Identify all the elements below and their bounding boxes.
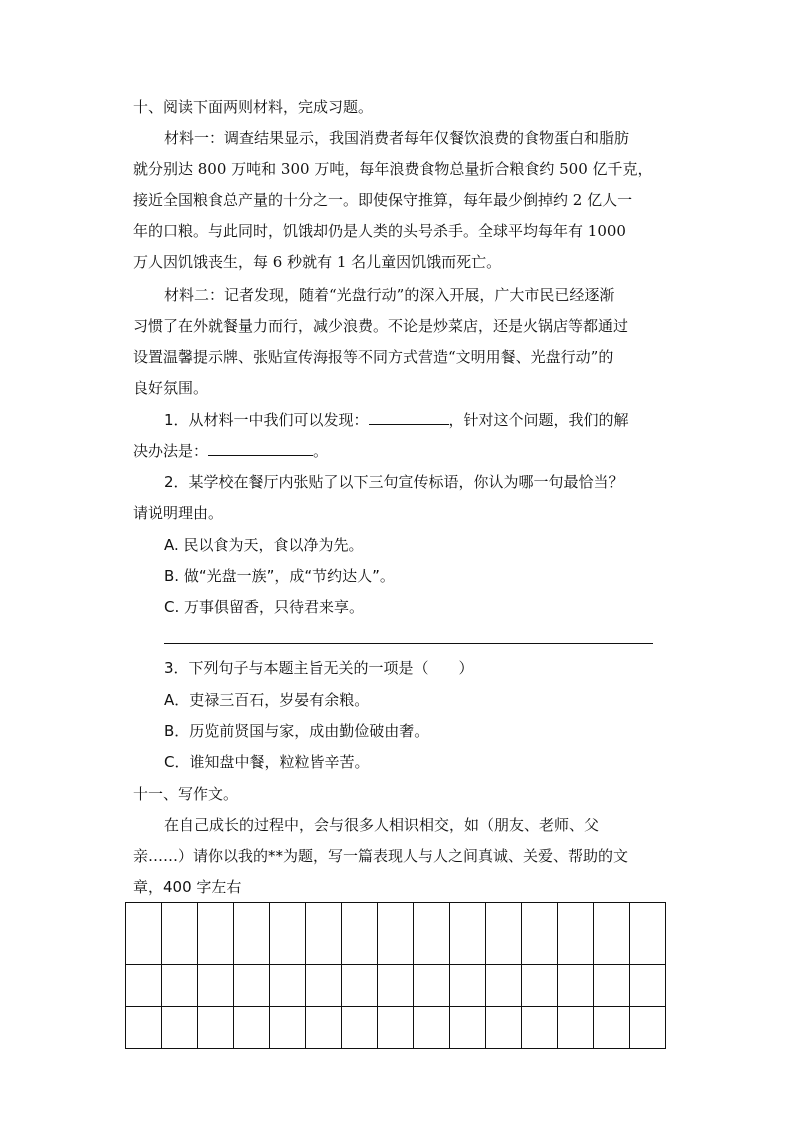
grid-cell[interactable] [414, 1007, 450, 1049]
question-2-option: C. 万事俱留香，只待君来享。 [164, 598, 365, 616]
grid-cell[interactable] [558, 965, 594, 1007]
grid-cell[interactable] [198, 903, 234, 965]
material-2-line: 良好氛围。 [133, 379, 209, 397]
question-3-option: B．历览前贤国与家，成由勤俭破由奢。 [164, 722, 430, 740]
question-3-option: A．吏禄三百石，岁晏有余粮。 [164, 691, 370, 709]
grid-cell[interactable] [270, 1007, 306, 1049]
grid-cell[interactable] [126, 1007, 162, 1049]
question-2-option: B. 做“光盘一族”，成“节约达人”。 [164, 567, 395, 585]
writing-prompt-line: 在自己成长的过程中，会与很多人相识相交，如（朋友、老师、父 [164, 816, 600, 834]
section-10-heading: 十、阅读下面两则材料，完成习题。 [133, 98, 374, 116]
grid-row [126, 1007, 666, 1049]
material-1-line: 万人因饥饿丧生，每 6 秒就有 1 名儿童因饥饿而死亡。 [133, 253, 502, 271]
grid-cell[interactable] [450, 1007, 486, 1049]
grid-cell[interactable] [558, 903, 594, 965]
question-2-option: A. 民以食为天，食以净为先。 [164, 536, 364, 554]
grid-cell[interactable] [342, 1007, 378, 1049]
grid-cell[interactable] [342, 903, 378, 965]
grid-cell[interactable] [558, 1007, 594, 1049]
material-2-line: 习惯了在外就餐量力而行，减少浪费。不论是炒菜店，还是火锅店等都通过 [133, 317, 629, 335]
grid-cell[interactable] [234, 1007, 270, 1049]
grid-cell[interactable] [414, 903, 450, 965]
material-1-line: 材料一：调查结果显示，我国消费者每年仅餐饮浪费的食物蛋白和脂肪 [164, 129, 630, 147]
grid-cell[interactable] [342, 965, 378, 1007]
grid-cell[interactable] [486, 965, 522, 1007]
grid-cell[interactable] [594, 965, 630, 1007]
grid-cell[interactable] [378, 965, 414, 1007]
answer-blank-1[interactable] [369, 410, 449, 425]
composition-grid[interactable] [125, 902, 666, 1049]
material-2-line: 材料二：记者发现，随着“光盘行动”的深入开展，广大市民已经逐渐 [164, 286, 615, 304]
grid-cell[interactable] [306, 1007, 342, 1049]
question-2-stem-cont: 请说明理由。 [133, 504, 224, 522]
grid-cell[interactable] [414, 965, 450, 1007]
question-1-text: 决办法是： [133, 442, 209, 460]
grid-cell[interactable] [126, 965, 162, 1007]
answer-line[interactable] [164, 643, 653, 644]
grid-cell[interactable] [270, 965, 306, 1007]
grid-cell[interactable] [198, 965, 234, 1007]
grid-cell[interactable] [522, 1007, 558, 1049]
material-1-line: 接近全国粮食总产量的十分之一。即使保守推算，每年最少倒掉约 2 亿人一 [133, 191, 633, 209]
grid-cell[interactable] [234, 965, 270, 1007]
grid-cell[interactable] [126, 903, 162, 965]
writing-prompt-line: 章，400 字左右 [133, 878, 242, 896]
grid-cell[interactable] [162, 1007, 198, 1049]
grid-cell[interactable] [486, 903, 522, 965]
grid-cell[interactable] [306, 903, 342, 965]
question-3-stem: 3．下列句子与本题主旨无关的一项是（ ） [164, 659, 474, 677]
question-3-option: C．谁知盘中餐，粒粒皆辛苦。 [164, 753, 370, 771]
grid-cell[interactable] [306, 965, 342, 1007]
material-2-line: 设置温馨提示牌、张贴宣传海报等不同方式营造“文明用餐、光盘行动”的 [133, 348, 614, 366]
grid-cell[interactable] [270, 903, 306, 965]
section-11-heading: 十一、写作文。 [133, 785, 239, 803]
grid-cell[interactable] [630, 1007, 666, 1049]
question-1-end: 。 [313, 442, 329, 460]
grid-row [126, 965, 666, 1007]
question-1-text-cont: ，针对这个问题，我们的解 [448, 411, 629, 429]
grid-cell[interactable] [522, 903, 558, 965]
question-2-stem: 2．某学校在餐厅内张贴了以下三句宣传标语，你认为哪一句最恰当？ [164, 473, 624, 491]
question-1-text: 1．从材料一中我们可以发现： [164, 411, 369, 429]
grid-cell[interactable] [162, 903, 198, 965]
material-1-line: 年的口粮。与此同时，饥饿却仍是人类的头号杀手。全球平均每年有 1000 [133, 222, 626, 240]
grid-cell[interactable] [450, 903, 486, 965]
grid-cell[interactable] [486, 1007, 522, 1049]
grid-cell[interactable] [630, 903, 666, 965]
grid-row [126, 903, 666, 965]
material-1-line: 就分别达 800 万吨和 300 万吨，每年浪费食物总量折合粮食约 500 亿千克， [133, 160, 653, 178]
grid-cell[interactable] [450, 965, 486, 1007]
answer-blank-2[interactable] [208, 441, 313, 456]
question-1-line1 [164, 410, 629, 430]
grid-cell[interactable] [594, 903, 630, 965]
grid-cell[interactable] [378, 903, 414, 965]
writing-prompt-line: 亲……）请你以我的**为题，写一篇表现人与人之间真诚、关爱、帮助的文 [133, 847, 629, 865]
grid-cell[interactable] [630, 965, 666, 1007]
grid-cell[interactable] [234, 903, 270, 965]
question-1-line2 [133, 441, 328, 461]
grid-cell[interactable] [522, 965, 558, 1007]
grid-cell[interactable] [198, 1007, 234, 1049]
grid-cell[interactable] [162, 965, 198, 1007]
grid-cell[interactable] [594, 1007, 630, 1049]
grid-cell[interactable] [378, 1007, 414, 1049]
